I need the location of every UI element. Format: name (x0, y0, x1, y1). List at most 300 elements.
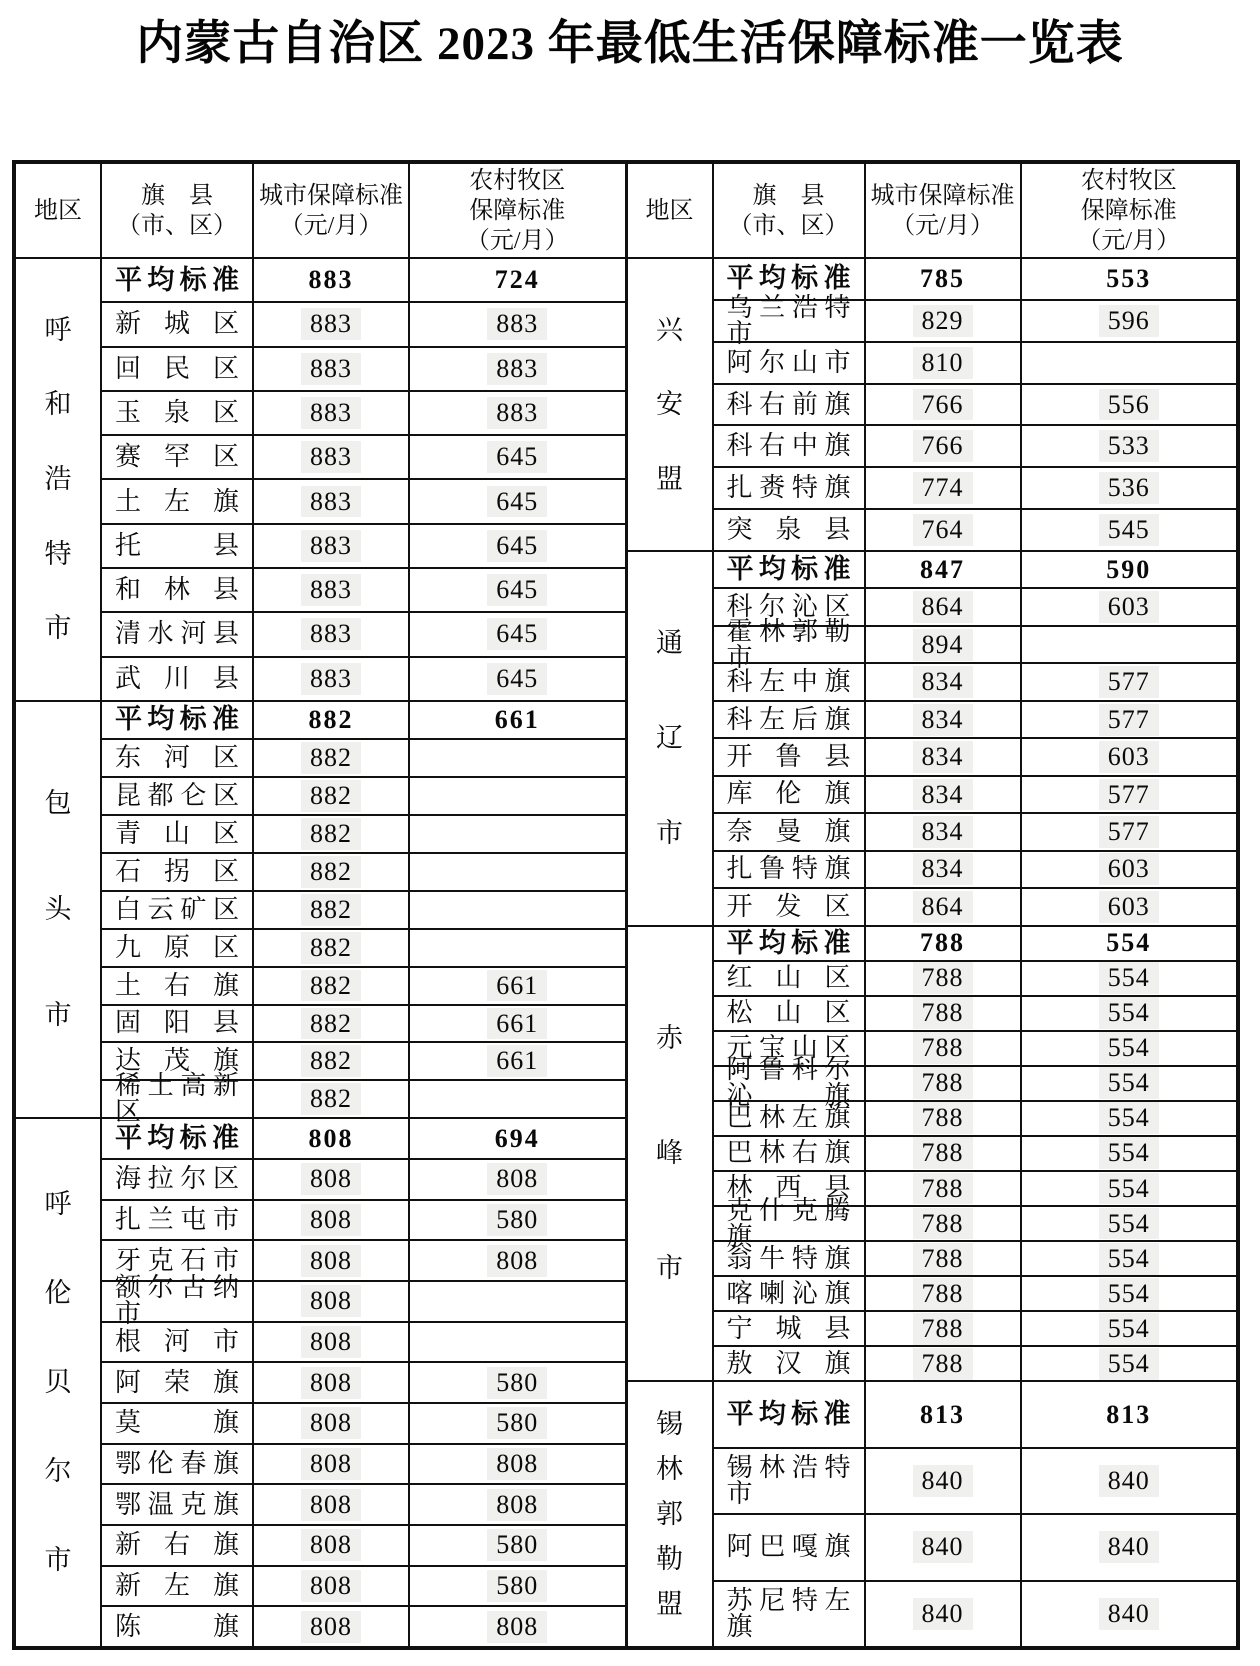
district-name: 玉泉区 (115, 397, 239, 427)
rural-standard-value: 580 (487, 1367, 547, 1399)
region-section (628, 925, 1237, 1381)
urban-standard-value: 883 (301, 397, 361, 429)
urban-standard-value: 882 (301, 1008, 361, 1040)
district-name-cell (102, 930, 254, 966)
district-name: 莫旗 (115, 1408, 239, 1438)
table-row (714, 1240, 1237, 1275)
district-name-cell (714, 1449, 866, 1513)
district-name: 霍林郭勒市 (726, 616, 851, 672)
rural-standard-value: 645 (487, 618, 547, 650)
urban-standard-value: 808 (301, 1204, 361, 1236)
region-section (16, 700, 625, 1127)
district-name-cell (102, 1445, 254, 1484)
region-label-char: 市 (44, 613, 72, 644)
district-name: 乌兰浩特市 (726, 292, 851, 348)
district-name: 扎赉特旗 (726, 473, 851, 503)
table-row (714, 424, 1237, 466)
region-label-char: 兴 (656, 314, 683, 345)
region-label-char: 赤 (656, 1022, 683, 1053)
urban-standard-cell (254, 702, 410, 738)
district-name-cell (714, 426, 866, 466)
district-name-cell (714, 889, 866, 924)
district-name: 科右前旗 (726, 389, 851, 419)
rural-standard-cell (1022, 426, 1237, 466)
urban-standard-cell (254, 1160, 410, 1199)
district-name: 翁牛特旗 (726, 1243, 851, 1273)
region-label-char: 尔 (44, 1456, 72, 1487)
district-name: 达茂旗 (115, 1046, 239, 1076)
district-name-cell (102, 702, 254, 738)
table-row (714, 662, 1237, 699)
rural-standard-cell (410, 1241, 625, 1280)
table-row (102, 1361, 625, 1402)
table-row (102, 814, 625, 852)
district-name: 科右中旗 (726, 431, 851, 461)
district-name-cell (102, 1404, 254, 1443)
district-name: 喀喇沁旗 (726, 1278, 851, 1308)
urban-standard-cell (254, 569, 410, 611)
rural-standard-cell (1022, 627, 1237, 662)
region-label-char: 安 (656, 389, 683, 419)
region-label-char: 贝 (44, 1367, 72, 1398)
district-name: 昆都仑区 (115, 780, 239, 810)
urban-standard-value: 840 (913, 1465, 973, 1497)
district-name: 石拐区 (115, 856, 239, 886)
standards-table (12, 160, 1240, 1650)
district-name: 阿鲁科尔沁旗 (726, 1055, 851, 1111)
rural-standard-value: 661 (487, 1045, 547, 1077)
rural-standard-cell (1022, 468, 1237, 508)
table-row (714, 995, 1237, 1030)
district-name: 武川县 (115, 663, 239, 693)
region-label (16, 702, 102, 1117)
region-label-char: 通 (656, 627, 683, 658)
urban-standard-value: 788 (920, 928, 965, 958)
table-row (102, 738, 625, 776)
rural-standard-cell (410, 1323, 625, 1362)
rural-standard-value: 554 (1099, 1313, 1159, 1345)
header-region: 地区 (628, 164, 714, 257)
urban-standard-cell (866, 927, 1022, 960)
district-name-cell (714, 997, 866, 1030)
urban-standard-value: 764 (913, 514, 973, 546)
region-label-char: 盟 (656, 1588, 683, 1619)
rural-standard-value: 840 (1099, 1598, 1159, 1630)
rural-standard-value: 724 (494, 265, 540, 295)
rural-standard-value: 533 (1099, 430, 1159, 462)
section-rows (102, 259, 625, 700)
rural-standard-value: 554 (1099, 1032, 1159, 1064)
district-name-cell (714, 962, 866, 995)
table-row (714, 775, 1237, 812)
district-name-cell (102, 303, 254, 345)
rural-standard-cell (410, 1485, 625, 1524)
table-body-right (628, 259, 1237, 1646)
region-label-char: 辽 (656, 722, 683, 753)
rural-standard-value: 808 (487, 1489, 547, 1521)
district-name-cell (102, 854, 254, 890)
urban-standard-value: 808 (301, 1489, 361, 1521)
urban-standard-value: 882 (301, 894, 361, 926)
rural-standard-value: 580 (487, 1570, 547, 1602)
district-name: 苏尼特左旗 (726, 1585, 851, 1641)
district-name: 阿荣旗 (115, 1367, 239, 1397)
urban-standard-value: 774 (913, 472, 973, 504)
district-name: 鄂伦春旗 (115, 1449, 239, 1479)
table-row (102, 1443, 625, 1484)
table-row (102, 1605, 625, 1646)
urban-standard-cell (866, 1382, 1022, 1446)
region-label-char: 峰 (656, 1137, 683, 1168)
urban-standard-cell (254, 1485, 410, 1524)
region-section (628, 1380, 1237, 1646)
rural-standard-value: 554 (1099, 997, 1159, 1029)
district-name: 平均标准 (726, 1399, 851, 1430)
rural-standard-cell (1022, 343, 1237, 383)
urban-standard-value: 810 (913, 347, 973, 379)
rural-standard-cell (410, 480, 625, 522)
urban-standard-value: 883 (301, 353, 361, 385)
urban-standard-cell (254, 778, 410, 814)
urban-standard-cell (866, 589, 1022, 624)
rural-standard-cell (410, 1607, 625, 1646)
district-name-cell (102, 1363, 254, 1402)
region-label-char: 和 (44, 389, 72, 420)
urban-standard-cell (254, 1006, 410, 1042)
district-name: 牙克石市 (115, 1245, 239, 1275)
district-name-cell (714, 739, 866, 774)
district-name-cell (102, 480, 254, 522)
rural-standard-value: 661 (494, 704, 540, 734)
district-name: 库伦旗 (726, 779, 851, 809)
urban-standard-cell (254, 658, 410, 700)
rural-standard-value: 554 (1099, 1067, 1159, 1099)
rural-standard-cell (1022, 702, 1237, 737)
district-name-cell (102, 1201, 254, 1240)
urban-standard-cell (866, 426, 1022, 466)
rural-standard-cell (410, 613, 625, 655)
rural-standard-cell (1022, 1277, 1237, 1310)
rural-standard-value: 883 (487, 353, 547, 385)
section-rows (102, 702, 625, 1127)
region-label-char: 呼 (44, 314, 72, 345)
district-name-cell (102, 525, 254, 567)
rural-standard-cell (410, 436, 625, 478)
table-row (102, 567, 625, 611)
rural-standard-cell (1022, 1515, 1237, 1579)
rural-standard-cell (410, 1526, 625, 1565)
table-row (714, 887, 1237, 924)
table-right-half (625, 164, 1237, 1646)
urban-standard-value: 840 (913, 1598, 973, 1630)
urban-standard-value: 883 (301, 486, 361, 518)
district-name: 额尔古纳市 (115, 1273, 239, 1329)
urban-standard-value: 882 (308, 704, 354, 734)
urban-standard-value: 882 (301, 970, 361, 1002)
rural-standard-cell (1022, 552, 1237, 587)
urban-standard-value: 788 (913, 1313, 973, 1345)
table-row (714, 1345, 1237, 1380)
rural-standard-cell (1022, 927, 1237, 960)
district-name: 根河市 (115, 1327, 239, 1357)
rural-standard-value: 577 (1099, 666, 1159, 698)
urban-standard-value: 883 (301, 663, 361, 695)
district-name: 平均标准 (115, 1123, 239, 1154)
rural-standard-value: 645 (487, 486, 547, 518)
district-name: 巴林左旗 (726, 1103, 851, 1133)
rural-standard-cell (410, 1282, 625, 1321)
urban-standard-value: 788 (913, 1032, 973, 1064)
district-name-cell (714, 1055, 866, 1111)
urban-standard-cell (254, 930, 410, 966)
rural-standard-cell (1022, 301, 1237, 341)
rural-standard-cell (1022, 1382, 1237, 1446)
urban-standard-cell (254, 1607, 410, 1646)
district-name: 托县 (115, 530, 239, 560)
district-name-cell (102, 1323, 254, 1362)
district-name-cell (714, 852, 866, 887)
table-row (102, 890, 625, 928)
rural-standard-value: 554 (1099, 1173, 1159, 1205)
region-label-char: 林 (656, 1453, 683, 1484)
urban-standard-cell (254, 1119, 410, 1158)
table-row (714, 1275, 1237, 1310)
table-row (102, 1158, 625, 1199)
table-row (102, 1119, 625, 1158)
table-row (102, 346, 625, 390)
district-name-cell (102, 658, 254, 700)
rural-standard-cell (1022, 1032, 1237, 1065)
urban-standard-cell (254, 436, 410, 478)
table-row (714, 1310, 1237, 1345)
urban-standard-value: 882 (301, 1083, 361, 1115)
urban-standard-value: 788 (913, 1102, 973, 1134)
section-rows (714, 552, 1237, 924)
rural-standard-value: 661 (487, 1008, 547, 1040)
urban-standard-value: 788 (913, 1173, 973, 1205)
district-name-cell (714, 702, 866, 737)
rural-standard-cell (410, 854, 625, 890)
rural-standard-cell (1022, 1449, 1237, 1513)
rural-standard-cell (410, 968, 625, 1004)
urban-standard-cell (866, 552, 1022, 587)
district-name: 扎兰屯市 (115, 1205, 239, 1235)
district-name: 锡林浩特市 (726, 1453, 851, 1509)
rural-standard-cell (410, 1404, 625, 1443)
table-row (102, 259, 625, 301)
district-name: 白云矿区 (115, 894, 239, 924)
region-label (628, 259, 714, 550)
header-district: 旗 县 （市、区） (102, 164, 254, 257)
district-name: 突泉县 (726, 515, 851, 545)
urban-standard-value: 834 (913, 779, 973, 811)
region-section (16, 1117, 625, 1646)
urban-standard-cell (254, 303, 410, 345)
district-name-cell (102, 1119, 254, 1158)
urban-standard-value: 788 (913, 1208, 973, 1240)
rural-standard-value: 556 (1099, 389, 1159, 421)
rural-standard-cell (1022, 385, 1237, 425)
district-name: 平均标准 (726, 263, 851, 294)
rural-standard-value: 883 (487, 397, 547, 429)
urban-standard-value: 808 (301, 1326, 361, 1358)
urban-standard-value: 808 (301, 1367, 361, 1399)
rural-standard-cell (1022, 814, 1237, 849)
district-name: 克什克腾旗 (726, 1195, 851, 1251)
region-label-char: 郭 (656, 1498, 683, 1529)
table-body-left (16, 259, 625, 1646)
rural-standard-value: 554 (1099, 962, 1159, 994)
district-name-cell (714, 927, 866, 960)
urban-standard-cell (254, 525, 410, 567)
rural-standard-cell (410, 1363, 625, 1402)
table-row (102, 928, 625, 966)
table-row (102, 301, 625, 345)
urban-standard-cell (866, 468, 1022, 508)
rural-standard-cell (1022, 1067, 1237, 1100)
district-name: 阿尔山市 (726, 347, 851, 377)
rural-standard-value: 808 (487, 1163, 547, 1195)
urban-standard-cell (866, 664, 1022, 699)
region-label (16, 259, 102, 700)
rural-standard-value: 840 (1099, 1531, 1159, 1563)
district-name: 平均标准 (726, 927, 851, 958)
table-row (714, 927, 1237, 960)
section-rows (714, 927, 1237, 1381)
table-row (714, 1100, 1237, 1135)
urban-standard-value: 882 (301, 1045, 361, 1077)
district-name-cell (714, 616, 866, 672)
region-label-char: 头 (44, 894, 72, 925)
rural-standard-value: 596 (1099, 305, 1159, 337)
rural-standard-cell (1022, 1102, 1237, 1135)
header-urban-standard: 城市保障标准 （元/月） (866, 164, 1022, 257)
urban-standard-cell (866, 1515, 1022, 1579)
table-row (714, 700, 1237, 737)
table-row (714, 812, 1237, 849)
rural-standard-value: 580 (487, 1529, 547, 1561)
rural-standard-cell (410, 778, 625, 814)
rural-standard-cell (410, 702, 625, 738)
table-row (102, 1565, 625, 1606)
district-name: 陈旗 (115, 1611, 239, 1641)
district-name-cell (102, 1071, 254, 1127)
urban-standard-value: 808 (301, 1529, 361, 1561)
rural-standard-value: 603 (1099, 591, 1159, 623)
region-section (16, 259, 625, 700)
rural-standard-value: 554 (1099, 1278, 1159, 1310)
district-name: 新右旗 (115, 1530, 239, 1560)
urban-standard-value: 808 (301, 1245, 361, 1277)
urban-standard-value: 847 (920, 554, 965, 584)
rural-standard-value: 580 (487, 1407, 547, 1439)
district-name: 元宝山区 (726, 1033, 851, 1063)
district-name-cell (714, 1312, 866, 1345)
rural-standard-cell (410, 816, 625, 852)
district-name: 新左旗 (115, 1571, 239, 1601)
table-row (102, 966, 625, 1004)
district-name: 科左后旗 (726, 704, 851, 734)
urban-standard-value: 788 (913, 962, 973, 994)
table-row (102, 1004, 625, 1042)
urban-standard-cell (866, 1582, 1022, 1646)
urban-standard-cell (866, 627, 1022, 662)
district-name-cell (102, 1526, 254, 1565)
region-label-char: 伦 (44, 1278, 72, 1309)
rural-standard-cell (410, 1201, 625, 1240)
rural-standard-cell (1022, 1347, 1237, 1380)
rural-standard-value: 554 (1106, 928, 1152, 958)
table-row (102, 1483, 625, 1524)
district-name-cell (714, 343, 866, 383)
rural-standard-value: 808 (487, 1611, 547, 1643)
urban-standard-cell (254, 613, 410, 655)
rural-standard-cell (1022, 997, 1237, 1030)
urban-standard-value: 766 (913, 389, 973, 421)
district-name-cell (714, 1515, 866, 1579)
rural-standard-cell (410, 1160, 625, 1199)
rural-standard-value: 645 (487, 441, 547, 473)
district-name-cell (102, 436, 254, 478)
urban-standard-value: 882 (301, 780, 361, 812)
urban-standard-cell (866, 997, 1022, 1030)
urban-standard-value: 813 (920, 1399, 965, 1429)
table-row (102, 390, 625, 434)
district-name: 海拉尔区 (115, 1164, 239, 1194)
region-label-char: 市 (656, 817, 683, 848)
urban-standard-value: 882 (301, 856, 361, 888)
district-name: 稀土高新区 (115, 1071, 239, 1127)
rural-standard-cell (1022, 1137, 1237, 1170)
urban-standard-value: 808 (308, 1123, 354, 1153)
table-row (102, 1071, 625, 1127)
urban-standard-cell (254, 892, 410, 928)
rural-standard-value: 645 (487, 530, 547, 562)
table-row (102, 776, 625, 814)
rural-standard-value: 577 (1099, 704, 1159, 736)
district-name-cell (714, 814, 866, 849)
rural-standard-cell (410, 1043, 625, 1079)
district-name: 平均标准 (115, 264, 239, 295)
rural-standard-cell (1022, 510, 1237, 550)
district-name: 赛罕区 (115, 442, 239, 472)
district-name: 敖汉旗 (726, 1348, 851, 1378)
urban-standard-cell (254, 1282, 410, 1321)
district-name-cell (714, 1102, 866, 1135)
district-name-cell (714, 552, 866, 587)
urban-standard-value: 864 (913, 591, 973, 623)
table-row (102, 1524, 625, 1565)
urban-standard-cell (866, 1137, 1022, 1170)
urban-standard-value: 883 (301, 618, 361, 650)
header-urban-standard: 城市保障标准 （元/月） (254, 164, 410, 257)
rural-standard-cell (410, 1567, 625, 1606)
district-name-cell (714, 1382, 866, 1446)
table-row (102, 1402, 625, 1443)
rural-standard-value: 590 (1106, 554, 1152, 584)
urban-standard-cell (866, 1207, 1022, 1240)
urban-standard-cell (866, 1172, 1022, 1205)
district-name-cell (102, 613, 254, 655)
rural-standard-value: 813 (1106, 1399, 1152, 1429)
urban-standard-cell (254, 1241, 410, 1280)
urban-standard-cell (866, 1347, 1022, 1380)
urban-standard-cell (254, 1445, 410, 1484)
section-rows (714, 259, 1237, 550)
district-name-cell (714, 664, 866, 699)
urban-standard-value: 894 (913, 629, 973, 661)
region-label-char: 呼 (44, 1189, 72, 1220)
